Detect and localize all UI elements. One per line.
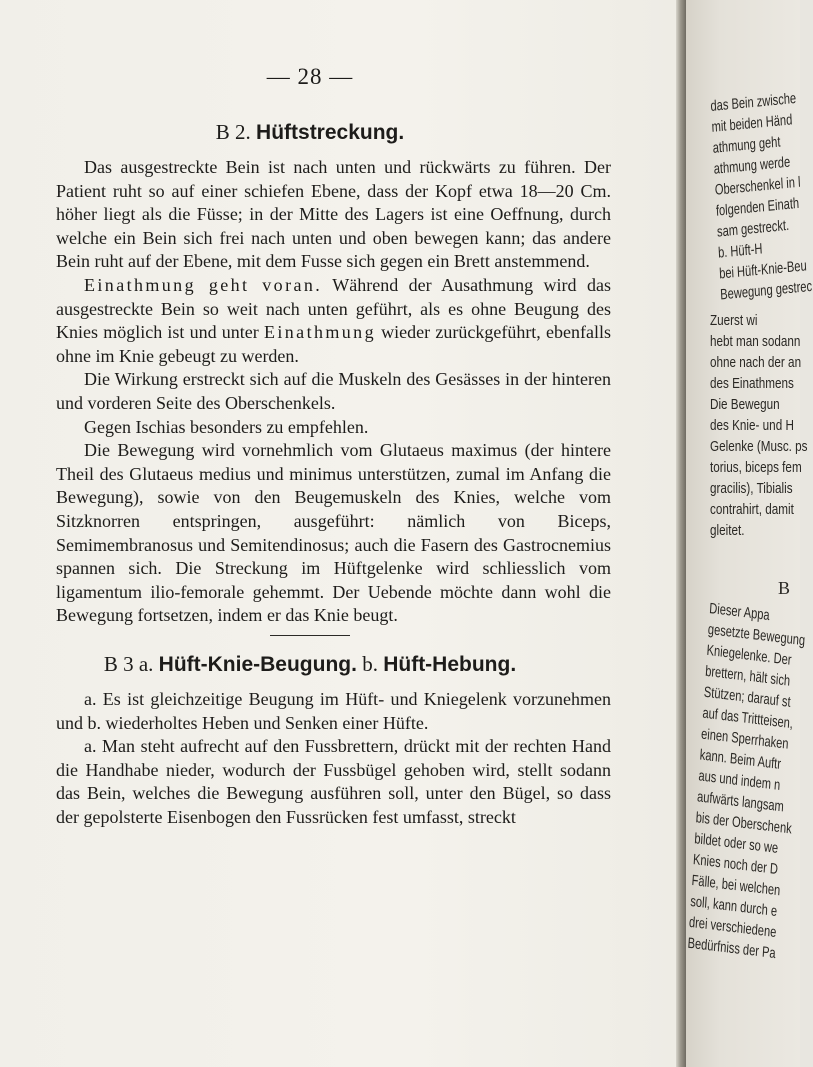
facing-line: Gelenke (Musc. ps	[710, 438, 808, 455]
facing-line: bei Hüft-Knie-Beu	[718, 257, 808, 283]
facing-text-middle	[710, 310, 808, 541]
facing-line: b. Hüft-H	[717, 240, 763, 262]
section-b3-body	[56, 688, 611, 830]
facing-line: aus und indem n	[697, 767, 781, 794]
facing-line: Bewegung gestrec	[719, 277, 813, 304]
paragraph: Gegen Ischias besonders zu empfehlen.	[84, 416, 369, 437]
facing-line: Fälle, bei welchen	[691, 871, 781, 900]
facing-line: athmung werde	[713, 153, 791, 178]
facing-line: das Bein zwische	[710, 89, 797, 115]
facing-line: drei verschiedene	[688, 913, 777, 942]
facing-line: gracilis), Tibialis	[710, 480, 793, 497]
facing-text-top	[710, 89, 813, 305]
paragraph: Die Bewegung wird vornehmlich vom Glutaeus maximus (der hintere Theil des Glutaeus medius und minimus unterstützen, zumal im Anfang die Bewegung), sowie von den Beugemuskeln des Knies, welche vom Sitzknorren entspringen, ausgeführt: nämlich von Biceps, Semimembranosus und Semitendinosus; auch die Fasern des Gastrocnemius spannen sich. Die Streckung im Hüftgelenke wird schliesslich vom ligamentum ilio-femorale gehemmt. Der Uebende möchte dann wohl die Bewegung fortsetzen, indem er das Knie beugt.	[56, 440, 611, 626]
facing-line: Bedürfniss der Pa	[687, 934, 777, 963]
section-title: Hüft-Knie-Beugung.	[158, 653, 357, 676]
facing-line: contrahirt, damit	[710, 501, 794, 518]
facing-line: Dieser Appa	[708, 599, 771, 625]
facing-line: Kniegelenke. Der	[706, 641, 792, 669]
section-code: B 3 a.	[103, 652, 154, 676]
facing-line: hebt man sodann	[710, 333, 801, 350]
facing-line: bildet oder so we	[693, 830, 779, 857]
facing-line: auf das Trittteisen,	[702, 704, 794, 733]
text-run: wieder zurückgeführt, ebenfalls ohne im Knie gebeugt zu werden.	[56, 322, 611, 366]
facing-line: mit beiden Händ	[711, 111, 793, 136]
facing-line: kann. Beim Auftr	[699, 746, 782, 773]
facing-line: folgenden Einath	[715, 194, 800, 220]
spaced-text: Einathmung geht voran.	[84, 274, 323, 295]
facing-line: des Einathmens	[710, 375, 794, 392]
facing-line: gleitet.	[710, 522, 745, 539]
facing-line: sam gestreckt.	[716, 216, 790, 241]
facing-text-bottom	[687, 598, 806, 963]
facing-line: Die Bewegun	[710, 396, 780, 413]
facing-line: aufwärts langsam	[696, 788, 785, 816]
facing-line: Zuerst wi	[710, 312, 758, 329]
paragraph: Das ausgestreckte Bein ist nach unten und rückwärts zu führen. Der Patient ruht so auf einer schiefen Ebene, dass der Kopf etwa 18—20 Cm. höher liegt als die Füsse; in der Mitte des Lagers ist eine Oeffnung, durch welche ein Bein sich frei nach unten und oben bewegen kann; das andere Bein ruht auf der Ebene, mit dem Fusse sich gegen ein Brett anstemmend.	[56, 157, 611, 272]
text-run: Während der Ausathmung wird das ausgestreckte Bein so weit nach unten geführt, als es ohne Beugung des Knies möglich ist und unter	[56, 274, 611, 343]
section-title: Hüftstreckung.	[256, 121, 405, 144]
section-divider	[270, 635, 350, 636]
facing-line: gesetzte Bewegung	[707, 620, 806, 650]
subsection-code: b.	[362, 652, 378, 676]
facing-line: ohne nach der an	[710, 354, 802, 371]
facing-line: Stützen; darauf st	[703, 683, 792, 711]
facing-line: soll, kann durch e	[689, 892, 778, 921]
facing-line: brettern, hält sich	[704, 662, 791, 690]
facing-line: torius, biceps fem	[710, 459, 802, 476]
page-number: — 28 —	[266, 64, 354, 89]
book-gutter	[676, 0, 686, 1067]
subsection-title: Hüft-Hebung.	[383, 653, 517, 676]
spaced-text: Einathmung	[263, 322, 376, 343]
section-heading-b2	[0, 120, 620, 145]
section-heading-b3	[0, 652, 620, 677]
paragraph: a. Man steht aufrecht auf den Fussbrettern, drückt mit der rechten Hand die Handhabe nieder, wodurch der Fussbügel gehoben wird, stellt sodann das Bein, welches die Bewegung ausführen soll, unter den Bügel, so dass der gepolsterte Eisenbogen den Fussrücken fest umfasst, streckt	[56, 736, 611, 827]
facing-page	[686, 0, 813, 1067]
section-b2-body	[56, 156, 611, 628]
facing-line: athmung geht	[712, 133, 781, 157]
facing-line: Knies noch der D	[692, 851, 779, 878]
facing-line: einen Sperrhaken	[700, 725, 790, 753]
facing-line: des Knie- und H	[710, 417, 794, 434]
paragraph: Die Wirkung erstreckt sich auf die Muskeln des Gesässes in der hinteren und vorderen Seite des Oberschenkels.	[56, 369, 611, 413]
facing-line: bis der Oberschenk	[695, 809, 793, 838]
facing-section-letter: B	[778, 578, 791, 598]
paragraph-breathing	[56, 274, 611, 368]
facing-line: Oberschenkel in l	[714, 173, 801, 199]
section-code: B 2.	[215, 120, 251, 144]
paragraph: a. Es ist gleichzeitige Beugung im Hüft- und Kniegelenk vorzunehmen und b. wiederholtes Heben und Senken einer Hüfte.	[56, 689, 611, 733]
